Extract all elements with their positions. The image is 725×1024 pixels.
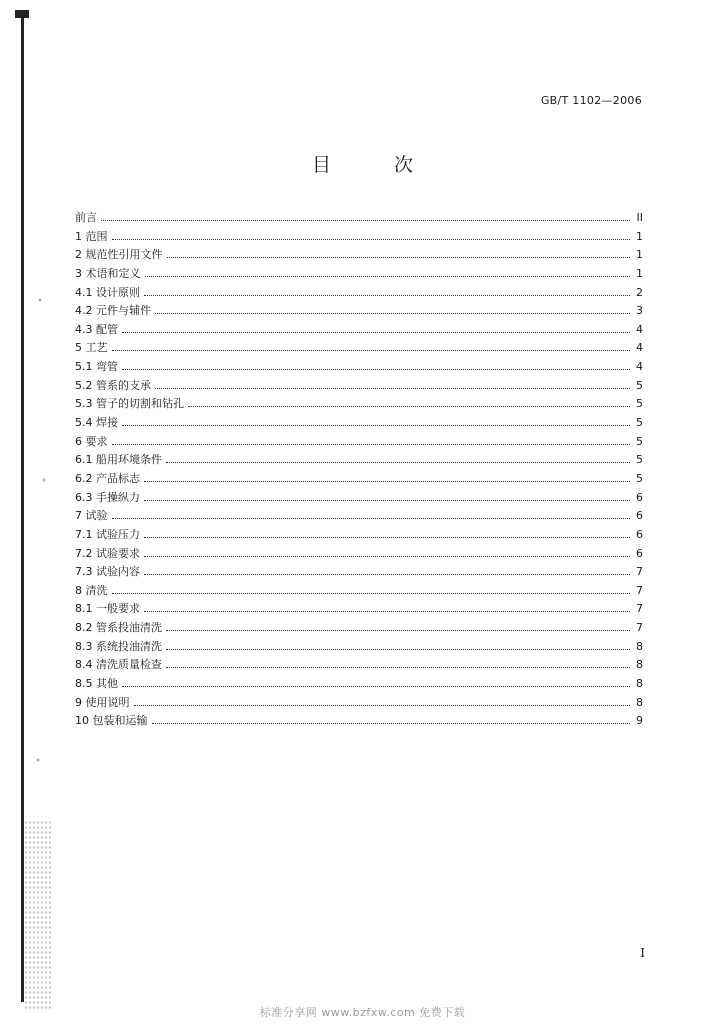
toc-entry[interactable] <box>75 299 643 318</box>
toc-entry[interactable] <box>75 486 643 505</box>
toc-dot-leader <box>122 355 630 370</box>
toc-entry[interactable] <box>75 653 643 672</box>
toc-entry[interactable] <box>75 206 643 225</box>
toc-entry[interactable] <box>75 597 643 616</box>
toc-entry[interactable] <box>75 243 643 262</box>
toc-entry-page: 5 <box>636 434 643 448</box>
toc-entry-page: 5 <box>636 397 643 411</box>
toc-entry-label: 8.1 一般要求 <box>75 602 140 616</box>
toc-entry[interactable] <box>75 672 643 691</box>
toc-entry[interactable] <box>75 691 643 710</box>
toc-dot-leader <box>166 635 630 650</box>
toc-dot-leader <box>144 597 630 612</box>
toc-entry-page: 7 <box>636 621 643 635</box>
page-number: I <box>640 946 645 960</box>
toc-entry-page: 4 <box>636 322 643 336</box>
toc-entry-page: 9 <box>636 714 643 728</box>
toc-entry-label: 4.3 配管 <box>75 322 118 336</box>
toc-dot-leader <box>144 523 630 538</box>
toc-entry-page: 6 <box>636 527 643 541</box>
toc-entry[interactable] <box>75 225 643 244</box>
toc-dot-leader <box>144 281 630 296</box>
toc-entry-label: 8 清洗 <box>75 583 108 597</box>
toc-entry[interactable] <box>75 392 643 411</box>
toc-entry-label: 2 规范性引用文件 <box>75 248 163 262</box>
toc-dot-leader <box>166 448 630 463</box>
toc-entry-page: 8 <box>636 658 643 672</box>
toc-entry-label: 9 使用说明 <box>75 695 130 709</box>
toc-entry-page: 2 <box>636 285 643 299</box>
toc-entry-page: 6 <box>636 546 643 560</box>
toc-entry-page: 7 <box>636 565 643 579</box>
toc-dot-leader <box>144 467 630 482</box>
toc-dot-leader <box>145 262 631 277</box>
toc-entry-label: 6.3 手操纵力 <box>75 490 140 504</box>
toc-entry-label: 6 要求 <box>75 434 108 448</box>
toc-dot-leader <box>101 206 630 221</box>
toc-entry[interactable] <box>75 448 643 467</box>
standard-code: GB/T 1102—2006 <box>540 94 642 107</box>
toc-entry[interactable] <box>75 467 643 486</box>
toc-entry-label: 8.3 系统投油清洗 <box>75 639 162 653</box>
toc-entry[interactable] <box>75 523 643 542</box>
toc-entry[interactable] <box>75 336 643 355</box>
toc-entry[interactable] <box>75 318 643 337</box>
page-title: 目 次 <box>311 154 435 176</box>
toc-entry-page: 1 <box>636 229 643 243</box>
toc-entry-label: 8.5 其他 <box>75 677 118 691</box>
toc-entry-page: 1 <box>636 248 643 262</box>
toc-entry-label: 7 试验 <box>75 509 108 523</box>
toc-entry[interactable] <box>75 635 643 654</box>
toc-entry-page: 4 <box>636 360 643 374</box>
scan-speckle <box>24 820 52 1010</box>
toc-entry-label: 前言 <box>75 211 97 224</box>
toc-entry-page: II <box>636 211 643 224</box>
toc-entry-label: 7.3 试验内容 <box>75 565 140 579</box>
toc-entry-label: 4.1 设计原则 <box>75 285 140 299</box>
toc-entry-page: 1 <box>636 266 643 280</box>
toc-entry[interactable] <box>75 355 643 374</box>
toc-entry[interactable] <box>75 430 643 449</box>
toc-entry-label: 5.3 管子的切割和钻孔 <box>75 397 184 411</box>
toc-dot-leader <box>112 336 631 351</box>
toc-dot-leader <box>122 318 630 333</box>
toc-entry-label: 6.1 船用环境条件 <box>75 453 162 467</box>
toc-dot-leader <box>112 504 631 519</box>
toc-dot-leader <box>134 691 631 706</box>
toc-entry-label: 10 包装和运输 <box>75 714 148 728</box>
toc-entry-label: 5.2 管系的支承 <box>75 378 151 392</box>
toc-entry-label: 4.2 元件与辅件 <box>75 304 151 318</box>
toc-entry[interactable] <box>75 709 643 728</box>
toc-entry[interactable] <box>75 560 643 579</box>
toc-entry-page: 7 <box>636 583 643 597</box>
toc-dot-leader <box>144 560 630 575</box>
toc-dot-leader <box>144 486 630 501</box>
toc-entry-page: 5 <box>636 378 643 392</box>
table-of-contents <box>75 206 643 728</box>
toc-entry-label: 1 范围 <box>75 229 108 243</box>
toc-entry-page: 5 <box>636 471 643 485</box>
toc-dot-leader <box>166 616 630 631</box>
toc-dot-leader <box>112 579 631 594</box>
toc-entry[interactable] <box>75 542 643 561</box>
toc-entry-page: 8 <box>636 677 643 691</box>
toc-entry-page: 3 <box>636 304 643 318</box>
toc-entry-label: 5 工艺 <box>75 341 108 355</box>
toc-entry[interactable] <box>75 579 643 598</box>
toc-dot-leader <box>166 653 630 668</box>
toc-dot-leader <box>152 709 631 724</box>
toc-entry-page: 7 <box>636 602 643 616</box>
toc-entry-page: 5 <box>636 453 643 467</box>
toc-entry[interactable] <box>75 262 643 281</box>
toc-entry-page: 4 <box>636 341 643 355</box>
toc-dot-leader <box>167 243 631 258</box>
toc-entry-label: 7.2 试验要求 <box>75 546 140 560</box>
toc-entry-page: 6 <box>636 490 643 504</box>
toc-dot-leader <box>155 299 630 314</box>
toc-dot-leader <box>144 542 630 557</box>
toc-dot-leader <box>122 672 630 687</box>
toc-entry-page: 8 <box>636 695 643 709</box>
toc-entry[interactable] <box>75 374 643 393</box>
toc-entry-label: 3 术语和定义 <box>75 266 141 280</box>
toc-entry-page: 5 <box>636 416 643 430</box>
watermark: 标准分享网 www.bzfxw.com 免费下载 <box>259 1006 466 1019</box>
toc-dot-leader <box>112 225 631 240</box>
toc-entry-page: 8 <box>636 639 643 653</box>
toc-entry-label: 5.4 焊接 <box>75 416 118 430</box>
toc-dot-leader <box>122 411 630 426</box>
toc-entry-page: 6 <box>636 509 643 523</box>
toc-entry[interactable] <box>75 281 643 300</box>
toc-dot-leader <box>112 430 631 445</box>
toc-entry-label: 8.4 清洗质量检查 <box>75 658 162 672</box>
toc-entry-label: 7.1 试验压力 <box>75 527 140 541</box>
toc-entry-label: 6.2 产品标志 <box>75 471 140 485</box>
toc-entry-label: 8.2 管系投油清洗 <box>75 621 162 635</box>
toc-entry[interactable] <box>75 411 643 430</box>
toc-entry[interactable] <box>75 616 643 635</box>
toc-dot-leader <box>155 374 630 389</box>
toc-entry[interactable] <box>75 504 643 523</box>
toc-dot-leader <box>188 392 630 407</box>
toc-entry-label: 5.1 弯管 <box>75 360 118 374</box>
